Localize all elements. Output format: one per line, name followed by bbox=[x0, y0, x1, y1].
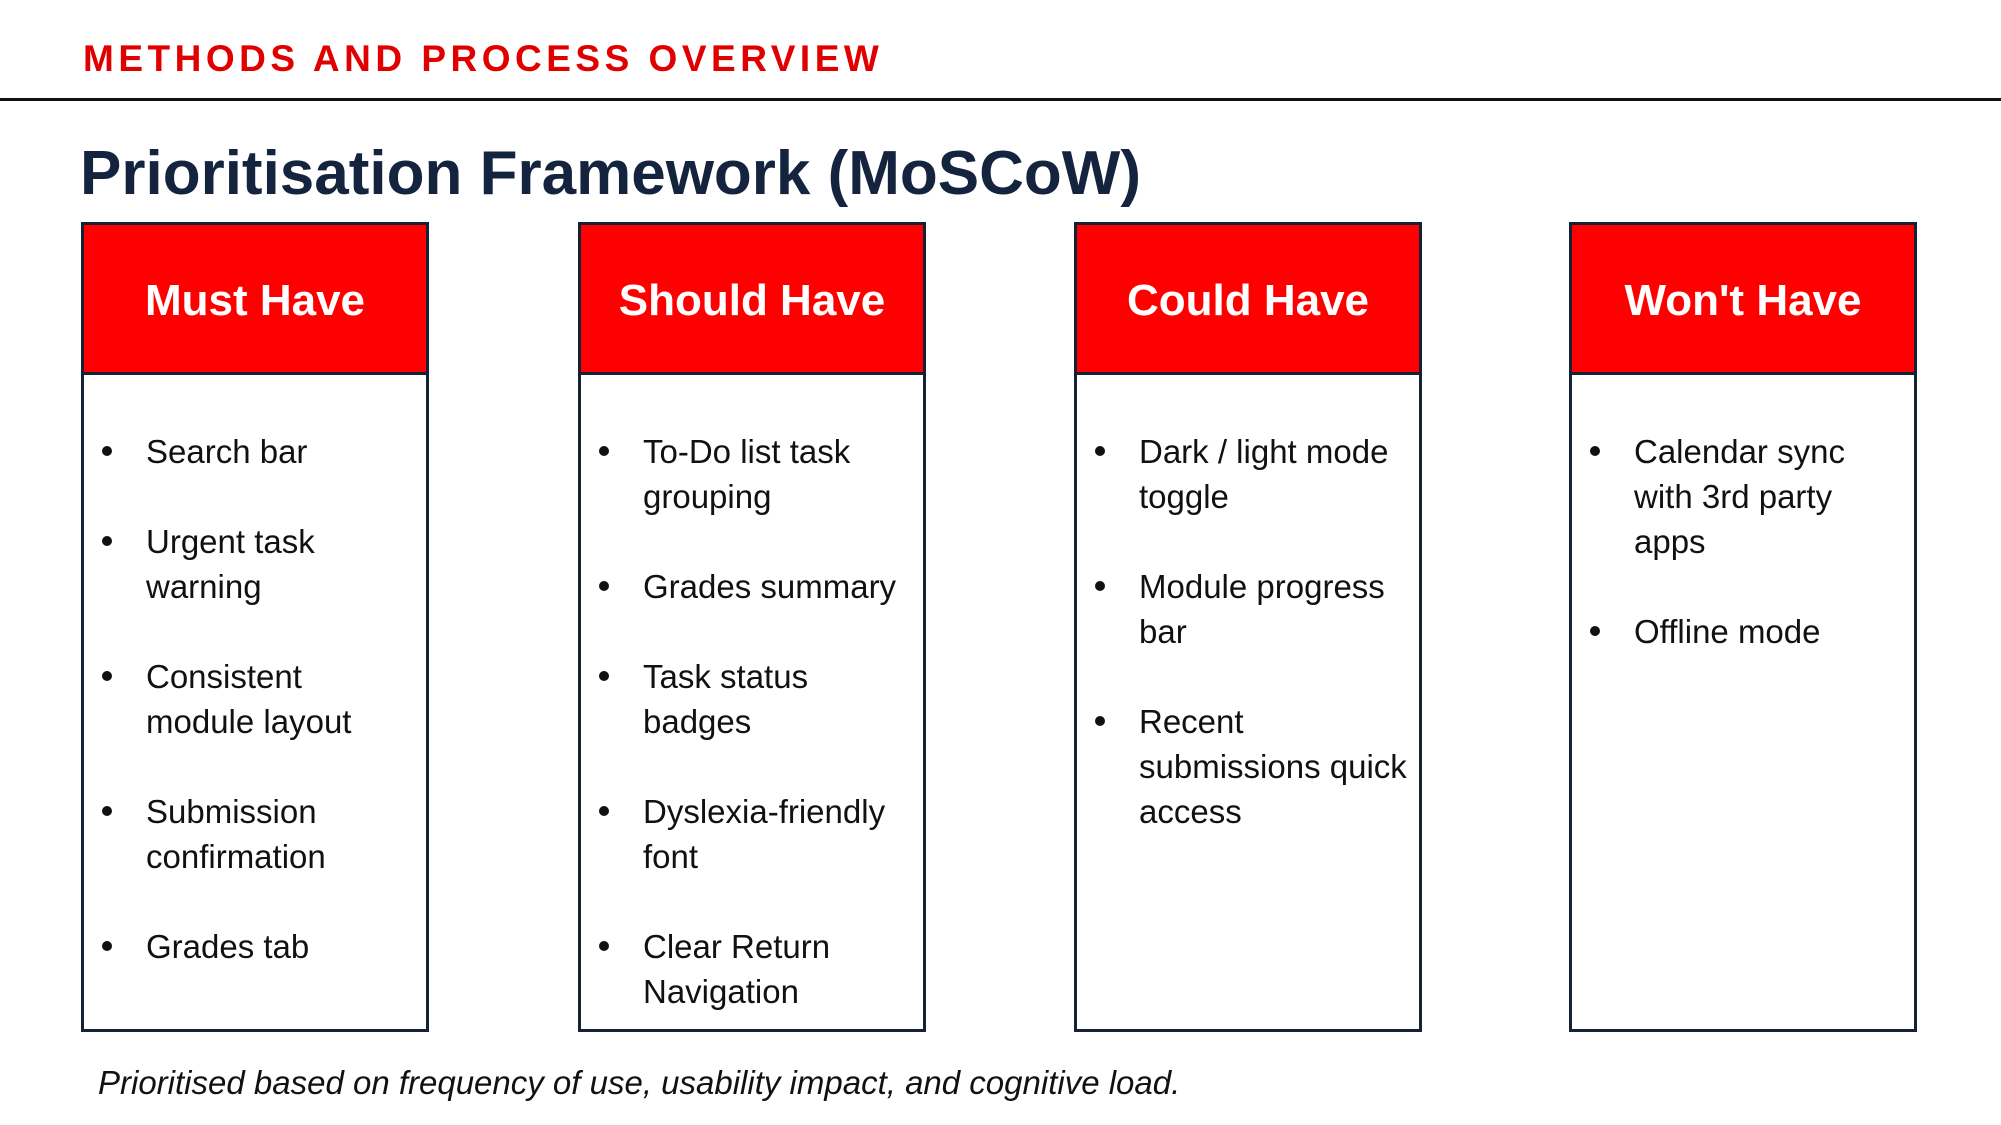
column-header bbox=[581, 225, 923, 375]
list-item-text: Module progress bar bbox=[1139, 568, 1385, 650]
list-item-text: Grades tab bbox=[146, 928, 310, 965]
item-list bbox=[1572, 375, 1914, 654]
item-list bbox=[84, 375, 426, 969]
list-item bbox=[581, 654, 923, 744]
footnote: Prioritised based on frequency of use, usability impact, and cognitive load. bbox=[98, 1064, 1181, 1101]
list-item bbox=[1077, 699, 1419, 834]
list-item-text: Submission confirmation bbox=[146, 793, 326, 875]
list-item bbox=[1572, 429, 1914, 564]
column-title: Must Have bbox=[144, 275, 366, 325]
list-item bbox=[581, 924, 923, 1014]
list-item-text: Task status badges bbox=[643, 658, 809, 740]
list-item-text: Clear Return Navigation bbox=[643, 928, 831, 1010]
column-wont-have bbox=[1569, 222, 1917, 1032]
bullet-icon bbox=[102, 941, 112, 951]
list-item-text: Dark / light mode toggle bbox=[1139, 433, 1389, 515]
bullet-icon bbox=[1095, 446, 1105, 456]
column-could-have bbox=[1074, 222, 1422, 1032]
item-list bbox=[581, 375, 923, 1014]
column-header bbox=[1572, 225, 1914, 375]
bullet-icon bbox=[1095, 716, 1105, 726]
list-item-text: Calendar sync with 3rd party apps bbox=[1634, 433, 1845, 560]
list-item-text: Recent submissions quick access bbox=[1139, 703, 1407, 830]
bullet-icon bbox=[102, 536, 112, 546]
column-should-have bbox=[578, 222, 926, 1032]
list-item bbox=[84, 654, 426, 744]
bullet-icon bbox=[599, 941, 609, 951]
list-item bbox=[581, 564, 923, 609]
bullet-icon bbox=[102, 806, 112, 816]
column-title: Won't Have bbox=[1624, 275, 1862, 325]
list-item bbox=[84, 789, 426, 879]
list-item-text: Search bar bbox=[146, 433, 308, 470]
list-item bbox=[84, 519, 426, 609]
list-item-text: Grades summary bbox=[643, 568, 897, 605]
list-item bbox=[1572, 609, 1914, 654]
bullet-icon bbox=[102, 446, 112, 456]
list-item-text: To-Do list task grouping bbox=[643, 433, 851, 515]
bullet-icon bbox=[102, 671, 112, 681]
item-list bbox=[1077, 375, 1419, 834]
list-item bbox=[84, 924, 426, 969]
section-label: METHODS AND PROCESS OVERVIEW bbox=[83, 38, 884, 79]
list-item bbox=[581, 789, 923, 879]
bullet-icon bbox=[599, 806, 609, 816]
bullet-icon bbox=[599, 671, 609, 681]
bullet-icon bbox=[1095, 581, 1105, 591]
bullet-icon bbox=[1590, 446, 1600, 456]
column-title: Should Have bbox=[618, 275, 886, 325]
column-header bbox=[1077, 225, 1419, 375]
column-must-have bbox=[81, 222, 429, 1032]
bullet-icon bbox=[599, 581, 609, 591]
list-item bbox=[1077, 429, 1419, 519]
list-item bbox=[84, 429, 426, 474]
list-item-text: Offline mode bbox=[1634, 613, 1821, 650]
bullet-icon bbox=[1590, 626, 1600, 636]
column-header bbox=[84, 225, 426, 375]
list-item bbox=[1077, 564, 1419, 654]
page-title: Prioritisation Framework (MoSCoW) bbox=[80, 139, 1141, 208]
column-title: Could Have bbox=[1126, 275, 1370, 325]
list-item-text: Urgent task warning bbox=[146, 523, 315, 605]
list-item-text: Dyslexia-friendly font bbox=[643, 793, 886, 875]
list-item-text: Consistent module layout bbox=[146, 658, 352, 740]
bullet-icon bbox=[599, 446, 609, 456]
list-item bbox=[581, 429, 923, 519]
